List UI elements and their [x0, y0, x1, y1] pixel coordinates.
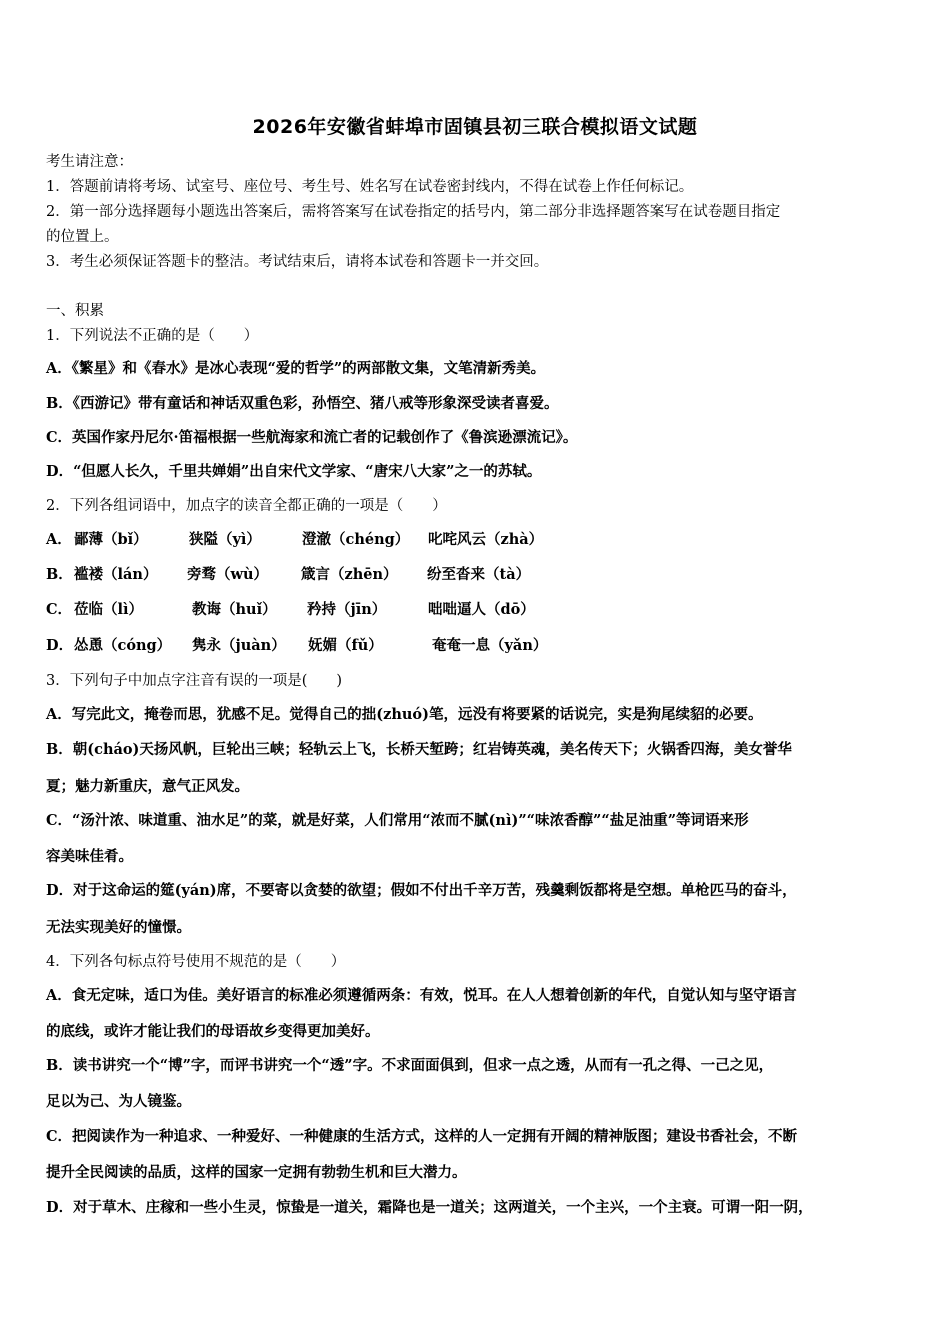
notice-item-2: 2．第一部分选择题每小题选出答案后，需将答案写在试卷指定的括号内，第二部分非选择题答案写在试卷题目指定 [46, 204, 781, 220]
question-4-stem: 4．下列各句标点符号使用不规范的是（ ） [46, 954, 346, 970]
pinyin-item: 教诲（huǐ） [192, 601, 277, 618]
pinyin-item: 叱咤风云（zhà） [428, 531, 544, 548]
option-letter: D． [46, 637, 74, 654]
pinyin-item: 奄奄一息（yǎn） [432, 637, 548, 654]
notice-heading: 考生请注意： [46, 154, 133, 170]
question-4-option-d: D．对于草木、庄稼和一些小生灵，惊蛰是一道关，霜降也是一道关；这两道关，一个主兴，一个主衰。可谓一阳一阴， [46, 1199, 813, 1216]
pinyin-item: 矜持（jīn） [307, 601, 387, 618]
question-4-option-b-cont: 足以为己、为人镜鉴。 [46, 1093, 191, 1110]
question-4-option-c: C．把阅读作为一种追求、一种爱好、一种健康的生活方式，这样的人一定拥有开阔的精神版图；建设书香社会，不断 [46, 1128, 798, 1145]
pinyin-item: 咄咄逼人（dō） [428, 601, 535, 618]
notice-item-3: 3．考生必须保证答题卡的整洁。考试结束后，请将本试卷和答题卡一并交回。 [46, 254, 549, 270]
pinyin-item: 狭隘（yì） [189, 531, 261, 548]
notice-item-1: 1．答题前请将考场、试室号、座位号、考生号、姓名写在试卷密封线内，不得在试卷上作任何标记。 [46, 179, 694, 195]
question-4-option-a: A．食无定味，适口为佳。美好语言的标准必须遵循两条：有效，悦耳。在人人想着创新的年代，自觉认知与坚守语言 [46, 987, 797, 1004]
question-4-option-b: B．读书讲究一个“博”字，而评书讲究一个“透”字。不求面面俱到，但求一点之透，从而有一孔之得、一己之见， [46, 1057, 774, 1074]
question-3-option-d-cont: 无法实现美好的憧憬。 [46, 919, 191, 936]
pinyin-item: 澄澈（chéng） [302, 531, 410, 548]
question-1-option-d: D．“但愿人长久，千里共婵娟”出自宋代文学家、“唐宋八大家”之一的苏轼。 [46, 463, 542, 480]
pinyin-item: 莅临（lì） [74, 601, 144, 618]
pinyin-item: 隽永（juàn） [192, 637, 286, 654]
question-1-option-a: A．《繁星》和《春水》是冰心表现“爱的哲学”的两部散文集，文笔清新秀美。 [46, 360, 546, 377]
question-3-stem: 3．下列句子中加点字注音有误的一项是( ) [46, 673, 343, 689]
question-1-option-b: B．《西游记》带有童话和神话双重色彩，孙悟空、猪八戒等形象深受读者喜爱。 [46, 395, 559, 412]
pinyin-item: 箴言（zhēn） [301, 566, 398, 583]
question-1-stem: 1．下列说法不正确的是（ ） [46, 328, 259, 344]
option-letter: B． [46, 566, 73, 583]
question-3-option-c-cont: 容美味佳肴。 [46, 848, 133, 865]
question-3-option-d: D．对于这命运的筵(yán)席，不要寄以贪婪的欲望；假如不付出千辛万苦，残羹剩饭都将是空想。单枪匹马的奋斗， [46, 882, 797, 899]
pinyin-item: 妩媚（fǔ） [308, 637, 383, 654]
question-3-option-b: B．朝(cháo)天扬风帆，巨轮出三峡；轻轨云上飞，长桥天堑跨；红岩铸英魂，美名传天下；火锅香四海，美女誉华 [46, 741, 792, 758]
pinyin-item: 纷至沓来（tà） [427, 566, 531, 583]
question-4-option-a-cont: 的底线，或许才能让我们的母语故乡变得更加美好。 [46, 1023, 380, 1040]
question-4-option-c-cont: 提升全民阅读的品质，这样的国家一定拥有勃勃生机和巨大潜力。 [46, 1164, 467, 1181]
page-title: 2026年安徽省蚌埠市固镇县初三联合模拟语文试题 [252, 116, 698, 138]
pinyin-item: 鄙薄（bǐ） [74, 531, 148, 548]
question-3-option-a: A．写完此文，掩卷而思，犹感不足。觉得自己的拙(zhuó)笔，远没有将要紧的话说完，实是狗尾续貂的必要。 [46, 706, 763, 723]
notice-item-2-cont: 的位置上。 [46, 229, 119, 245]
question-3-option-b-cont: 夏；魅力新重庆，意气正风发。 [46, 778, 249, 795]
question-2-stem: 2．下列各组词语中，加点字的读音全都正确的一项是（ ） [46, 498, 447, 514]
pinyin-item: 怂恿（cóng） [74, 637, 172, 654]
question-3-option-c: C．“汤汁浓、味道重、油水足”的菜，就是好菜，人们常用“浓而不腻(nì)”“味浓香醇”“盐足油重”等词语来形 [46, 812, 749, 829]
pinyin-item: 褴褛（lán） [74, 566, 158, 583]
option-letter: A． [46, 531, 72, 548]
pinyin-item: 旁骛（wù） [187, 566, 269, 583]
question-1-option-c: C．英国作家丹尼尔·笛福根据一些航海家和流亡者的记载创作了《鲁滨逊漂流记》。 [46, 429, 578, 446]
section-heading: 一、积累 [46, 303, 104, 319]
option-letter: C． [46, 601, 73, 618]
